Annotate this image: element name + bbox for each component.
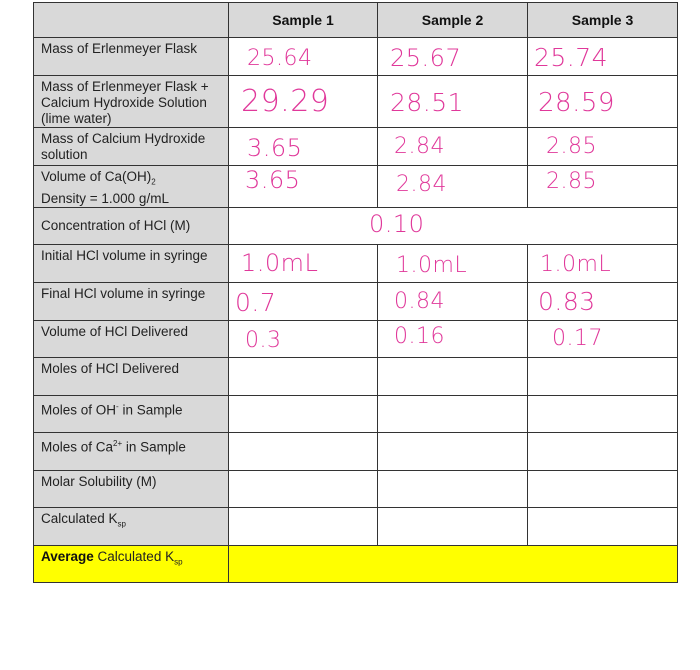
table-row	[34, 76, 678, 128]
empty-cell[interactable]	[229, 357, 378, 395]
table-row	[34, 38, 678, 76]
table-row	[34, 432, 678, 470]
empty-cell[interactable]	[378, 470, 528, 507]
handwritten-value: 25.67	[390, 44, 462, 72]
table-row	[34, 320, 678, 357]
handwritten-value: 25.74	[534, 43, 609, 72]
cell-sample-1	[229, 282, 378, 320]
cell-sample-1	[229, 128, 378, 166]
handwritten-value: 28.51	[390, 88, 465, 117]
handwritten-value: 0.10	[369, 209, 425, 238]
average-label: Average Calculated $K_{sp}$	[34, 545, 229, 582]
table-row	[34, 166, 678, 208]
table-row	[34, 357, 678, 395]
handwritten-value: 0.83	[538, 286, 596, 316]
row-label: Volume of HCl Delivered	[34, 320, 229, 357]
handwritten-value: 29.29	[241, 84, 330, 119]
average-row	[34, 545, 678, 582]
handwritten-value: 28.59	[538, 88, 615, 118]
empty-cell[interactable]	[229, 507, 378, 545]
data-table-container	[33, 2, 677, 583]
table-row	[34, 470, 678, 507]
handwritten-value: 1.0mL	[241, 248, 319, 277]
table-row	[34, 395, 678, 432]
empty-cell[interactable]	[528, 507, 678, 545]
header-sample-2: Sample 2	[378, 3, 528, 38]
handwritten-value: 2.84	[394, 134, 445, 159]
row-label: Moles of HCl Delivered	[34, 357, 229, 395]
cell-sample-2	[378, 282, 528, 320]
empty-cell[interactable]	[378, 432, 528, 470]
handwritten-value: 1.0mL	[540, 251, 612, 277]
empty-cell[interactable]	[378, 507, 528, 545]
empty-cell[interactable]	[528, 470, 678, 507]
table-row	[34, 282, 678, 320]
empty-cell[interactable]	[229, 432, 378, 470]
handwritten-value: 0.84	[394, 288, 445, 314]
cell-sample-1	[229, 244, 378, 282]
cell-sample-3	[528, 76, 678, 128]
empty-cell[interactable]	[528, 432, 678, 470]
handwritten-value: 0.17	[552, 325, 603, 351]
handwritten-value: 0.7	[235, 287, 277, 317]
cell-merged-concentration	[229, 207, 678, 244]
header-row	[34, 3, 678, 38]
table-row	[34, 207, 678, 244]
cell-sample-2	[378, 38, 528, 76]
row-label: Mass of Erlenmeyer Flask	[34, 38, 229, 76]
header-sample-3: Sample 3	[528, 3, 678, 38]
table-row	[34, 128, 678, 166]
row-label-ksp: Calculated $K_{sp}$	[34, 507, 229, 545]
cell-sample-3	[528, 128, 678, 166]
cell-sample-2	[378, 166, 528, 208]
row-label-oh: Moles of OH- in Sample	[34, 395, 229, 432]
row-label: Final HCl volume in syringe	[34, 282, 229, 320]
row-label: Mass of Erlenmeyer Flask + Calcium Hydroxide Solution (lime water)	[34, 76, 229, 128]
handwritten-value: 2.84	[396, 172, 447, 197]
row-label: Molar Solubility (M)	[34, 470, 229, 507]
handwritten-value: 0.3	[245, 327, 282, 353]
cell-sample-1	[229, 38, 378, 76]
cell-sample-1	[229, 320, 378, 357]
empty-cell[interactable]	[229, 395, 378, 432]
row-label: Initial HCl volume in syringe	[34, 244, 229, 282]
header-sample-1: Sample 1	[229, 3, 378, 38]
row-label: Concentration of HCl (M)	[34, 207, 229, 244]
table-row	[34, 244, 678, 282]
row-label: Mass of Calcium Hydroxide solution	[34, 128, 229, 166]
cell-sample-1	[229, 76, 378, 128]
empty-cell[interactable]	[378, 357, 528, 395]
cell-sample-2	[378, 244, 528, 282]
row-label-ca: Moles of $Ca^{2+}$ in Sample	[34, 432, 229, 470]
cell-sample-3	[528, 38, 678, 76]
handwritten-value: 25.64	[247, 46, 313, 71]
empty-cell[interactable]	[229, 470, 378, 507]
cell-sample-2	[378, 128, 528, 166]
row-label-volume: Volume of $Ca(OH)_2$ Density = 1.000 g/mL	[34, 166, 229, 208]
handwritten-value: 2.85	[546, 169, 597, 194]
cell-sample-3	[528, 282, 678, 320]
table-row	[34, 507, 678, 545]
cell-sample-2	[378, 320, 528, 357]
empty-cell[interactable]	[378, 395, 528, 432]
empty-cell[interactable]	[528, 395, 678, 432]
lab-data-table	[33, 2, 678, 583]
cell-sample-3	[528, 320, 678, 357]
cell-sample-1	[229, 166, 378, 208]
cell-sample-2	[378, 76, 528, 128]
handwritten-value: 3.65	[247, 134, 303, 162]
handwritten-value: 1.0mL	[396, 252, 468, 278]
handwritten-value: 3.65	[245, 166, 301, 194]
empty-cell[interactable]	[528, 357, 678, 395]
average-value-cell[interactable]	[229, 545, 678, 582]
handwritten-value: 0.16	[394, 323, 445, 349]
cell-sample-3	[528, 166, 678, 208]
header-corner	[34, 3, 229, 38]
handwritten-value: 2.85	[546, 134, 597, 159]
cell-sample-3	[528, 244, 678, 282]
